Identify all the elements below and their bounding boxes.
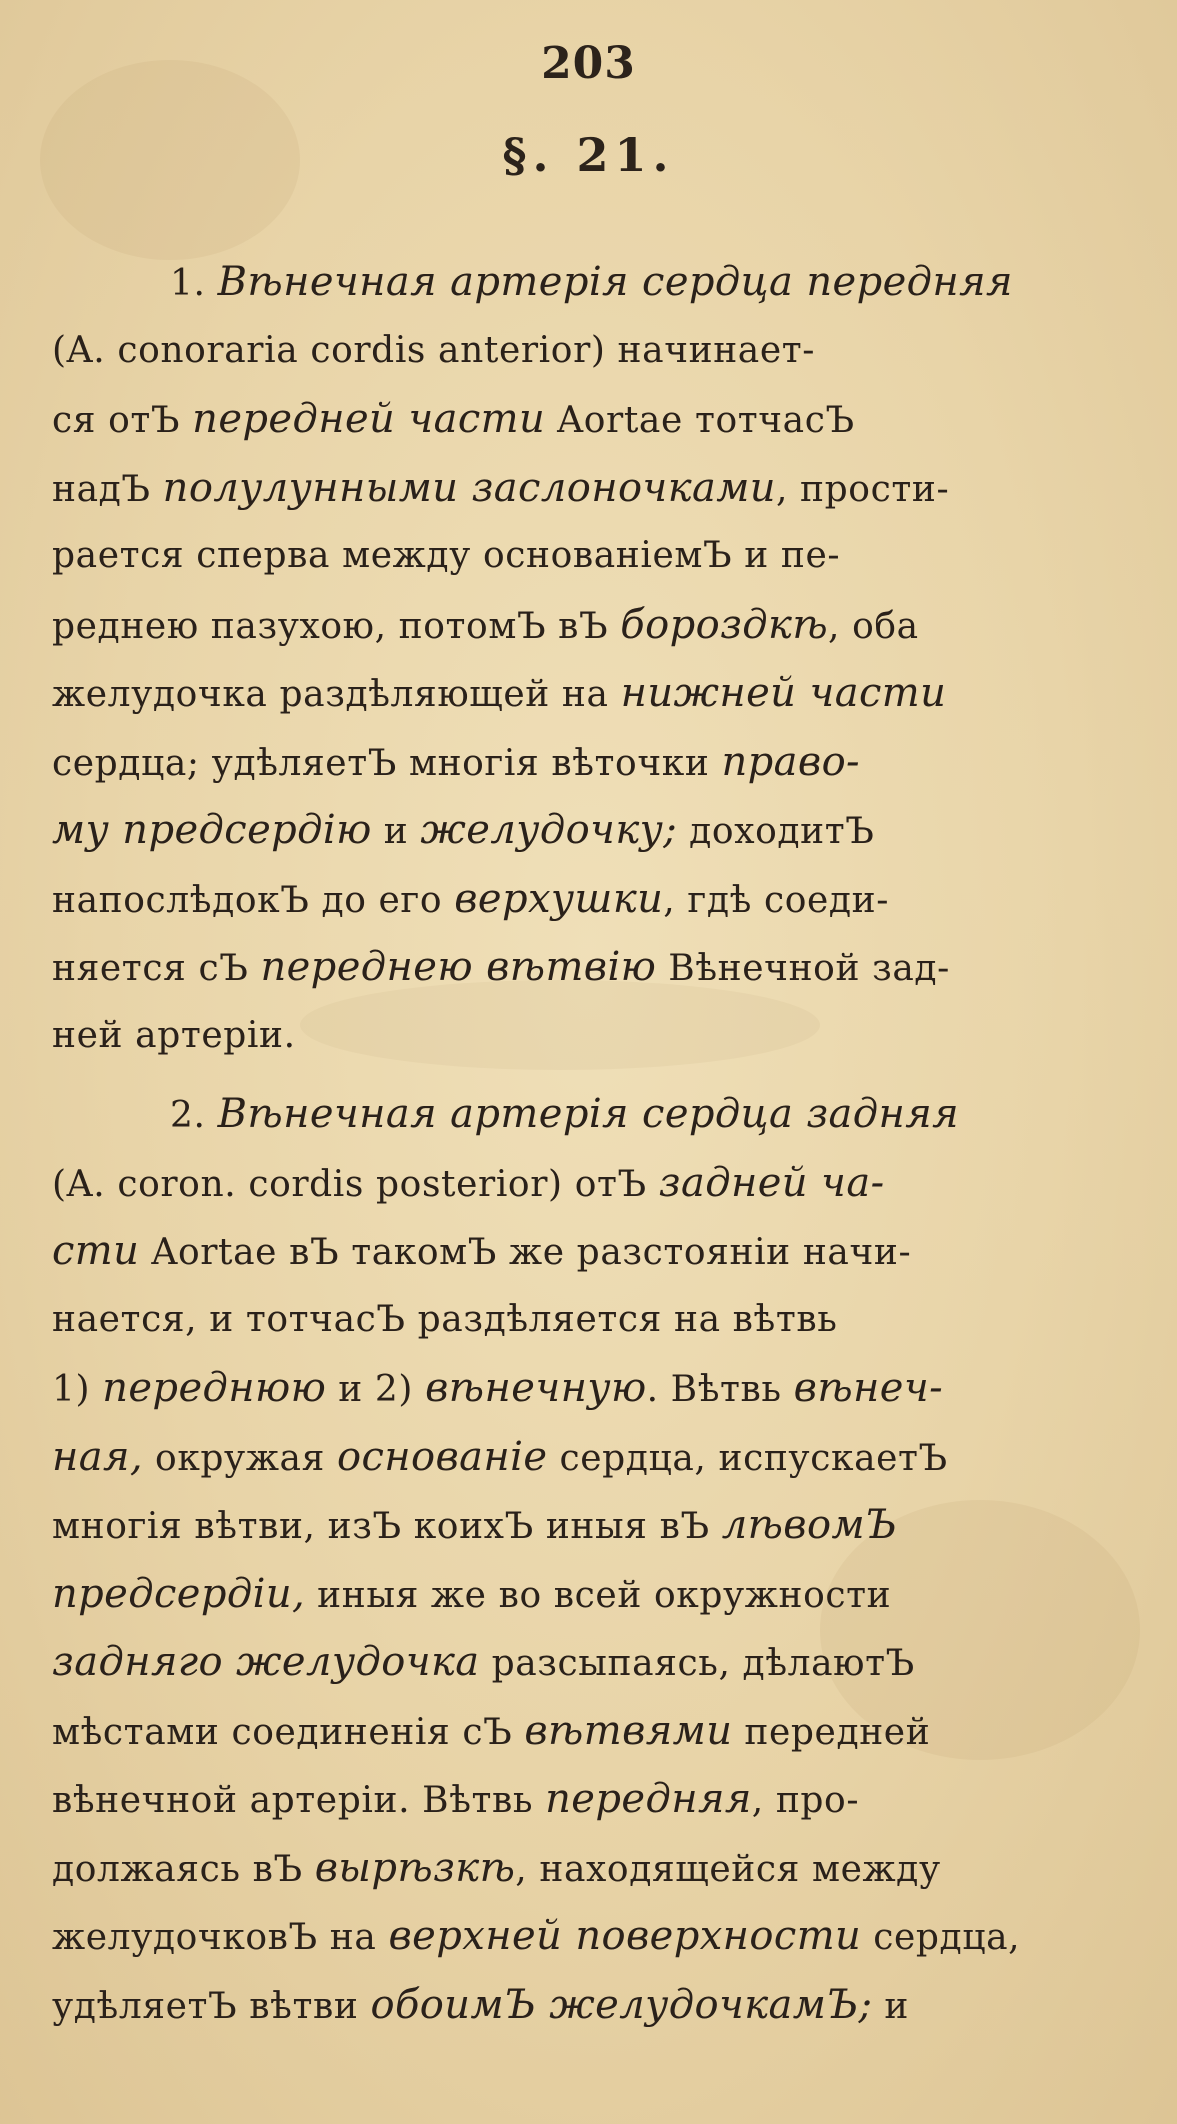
text-line [52,728,1132,797]
text-line [52,1697,1132,1766]
text-line [52,454,1132,523]
italic-term: передней части [192,396,546,442]
text-span: рается сперва между основаніемЪ и пе- [52,535,841,576]
text-line [52,385,1132,454]
text-span: и [371,811,421,852]
text-line [52,1080,1132,1149]
page-number: 203 [541,38,636,89]
text-line [52,522,1132,591]
italic-term: вѣнеч- [793,1365,944,1411]
text-span: сердца; удѣляетЪ многія вѣточки [52,742,722,784]
text-line [52,796,1132,865]
text-span: . Вѣтвь [646,1369,794,1410]
text-span: 1) [52,1369,103,1410]
italic-term: Вѣнечная артерія сердца передняя [217,259,1013,305]
text-line [52,1491,1132,1560]
text-span: нается, и тотчасЪ раздѣляется на вѣтвь [52,1298,838,1340]
text-span: (A. coron. cordis posterior) отЪ [52,1163,659,1205]
text-span: мѣстами соединенія сЪ [52,1711,525,1753]
italic-term: бороздкѣ [620,601,829,648]
paragraph-coronary-posterior [52,1080,1132,2039]
text-span: и 2) [326,1369,426,1410]
italic-term: верхушки [454,875,664,922]
text-span: желудочка раздѣляющей на [52,674,621,715]
text-line [52,1834,1132,1903]
text-span: надЪ [52,468,163,510]
text-line [52,659,1132,728]
text-span: Aortae вЪ такомЪ же разстояніи начи- [139,1232,912,1273]
italic-term: Вѣнечная артерія сердца задняя [217,1091,960,1137]
italic-term: обоимЪ желудочкамЪ; [370,1981,873,2028]
text-line [52,591,1132,660]
italic-term: вырѣзкѣ [314,1844,516,1891]
text-line [52,865,1132,934]
italic-term: сти [52,1228,140,1274]
text-line [52,1217,1132,1286]
text-span: Aortae тотчасЪ [545,400,855,441]
text-line [52,1423,1132,1492]
text-line [52,248,1132,317]
italic-term: нижней части [620,670,947,716]
italic-term: задняго желудочка [52,1639,480,1685]
italic-term: право- [721,738,860,785]
text-line [52,1971,1132,2040]
text-span: разсыпаясь, дѣлаютЪ [479,1643,915,1684]
text-line [52,1002,1132,1071]
text-line [52,1765,1132,1834]
text-span: окружая [143,1437,337,1479]
italic-term: предсердіи, [52,1570,306,1617]
text-line [52,1286,1132,1355]
text-span: передней [732,1711,931,1753]
text-span: , находящейся между [515,1848,941,1890]
text-span: , оба [828,605,919,647]
text-span: , про- [751,1780,860,1821]
text-span: напослѣдокЪ до его [52,879,455,921]
italic-term: му предсердію [52,807,372,853]
italic-term: полулунными заслоночками [162,464,776,511]
italic-term: ная, [52,1433,143,1480]
italic-term: верхней поверхности [388,1913,862,1959]
text-line [52,1354,1132,1423]
text-span: доходитЪ [677,811,875,852]
text-line [52,1628,1132,1697]
text-span: , гдѣ соеди- [663,879,890,921]
text-span: няется сЪ [52,948,261,989]
italic-term: переднюю [102,1365,327,1411]
text-span: Вѣнечной зад- [656,948,950,989]
text-span: 2. [170,1095,218,1136]
text-span: реднею пазухою, потомЪ вЪ [52,605,621,647]
text-span: иныя же во всей окружности [305,1574,892,1616]
paragraph-coronary-anterior [52,248,1132,1070]
italic-term: вѣнечную [425,1365,647,1411]
text-span: многія вѣтви, изЪ коихЪ иныя вЪ [52,1506,722,1547]
text-line [52,1902,1132,1971]
section-heading: §. 21. [502,128,675,182]
text-span: желудочковЪ на [52,1917,389,1958]
text-span: вѣнечной артеріи. Вѣтвь [52,1780,546,1821]
text-span: ней артеріи. [52,1014,296,1056]
text-span: (A. conoraria cordis anterior) начинает- [52,329,816,371]
italic-term: задней ча- [658,1159,885,1206]
italic-term: желудочку; [420,807,678,853]
italic-term: вѣтвями [524,1707,733,1754]
text-line [52,933,1132,1002]
italic-term: лѣвомЪ [721,1502,898,1548]
text-span: сердца, [861,1917,1021,1958]
italic-term: передняя [545,1776,752,1822]
italic-term: переднею вѣтвію [260,944,657,990]
italic-term: основаніе [336,1433,548,1480]
text-line [52,1149,1132,1218]
text-line [52,1560,1132,1629]
text-span: должаясь вЪ [52,1848,315,1890]
text-span: сердца, испускаетЪ [547,1437,948,1479]
text-span: ся отЪ [52,400,193,441]
text-span: , прости- [775,468,950,510]
text-span: и [872,1985,910,2027]
text-span: удѣляетЪ вѣтви [52,1985,371,2027]
text-line [52,317,1132,386]
text-span: 1. [170,263,218,304]
